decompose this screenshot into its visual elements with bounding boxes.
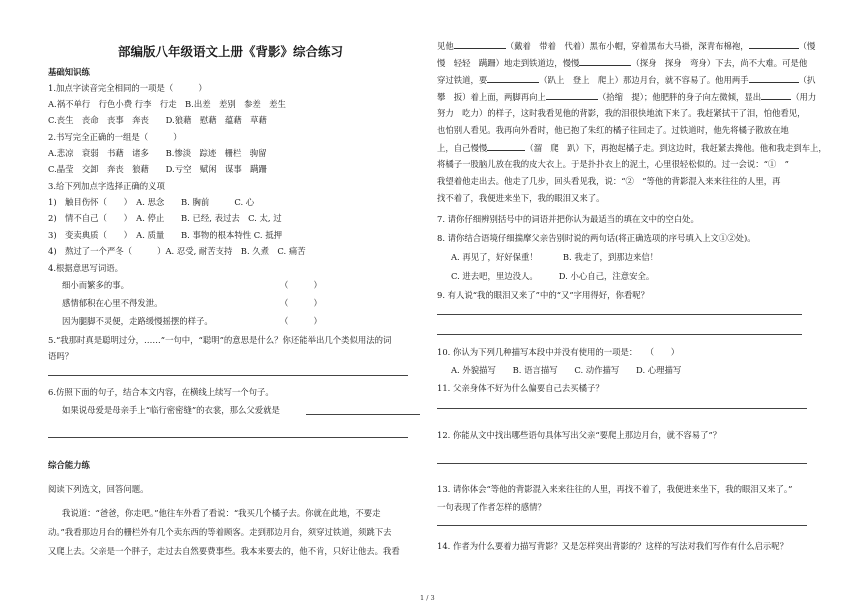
answer-line[interactable] — [437, 314, 802, 315]
section-comprehensive-ability: 综合能力练 — [48, 460, 90, 470]
fill-blank[interactable] — [749, 40, 799, 49]
question-8: 8. 请你结合语境仔细揣摩父亲告别时说的两句话(将正确选项的序号填入上文①②处)。 — [437, 233, 756, 243]
question-2-options-cd: C.晶莹 交卸 奔丧 狼藉 D.亏空 赋闲 谋事 蹒跚 — [48, 164, 267, 174]
question-14: 14. 作者为什么要着力描写背影？又是怎样突出背影的？这样的写法对我们写作有什么启示呢？ — [437, 541, 788, 551]
question-3-item-2: 2) 情不自己（ ） A. 停止 B. 已经, 表过去 C. 太, 过 — [48, 213, 282, 223]
answer-line[interactable] — [306, 414, 420, 415]
fill-blank[interactable] — [749, 74, 799, 83]
question-1-options-cd: C.丧生 丧命 丧事 奔丧 D.狼藉 慰藉 蕴藉 草藉 — [48, 115, 267, 125]
section-basic-knowledge: 基础知识练 — [48, 67, 90, 77]
page-title: 部编版八年级语文上册《背影》综合练习 — [118, 44, 344, 59]
page-number: 1 / 3 — [420, 594, 435, 602]
question-8-options-cd: C. 进去吧，里边没人。 D. 小心自己，注意安全。 — [451, 271, 655, 281]
question-5-cont: 语吗？ — [48, 351, 74, 361]
passage-line-1: 我说道：“爸爸，你走吧。”他往车外看了看说：“我买几个橘子去。你就在此地，不要走 — [62, 508, 381, 518]
reading-instruction: 阅读下列选文，回答问题。 — [48, 484, 149, 494]
question-4: 4.根据意思写词语。 — [48, 263, 123, 273]
question-4-item-3: 因为腿脚不灵便，走路缓慢摇摆的样子。 — [62, 316, 213, 326]
question-6: 6.仿照下面的句子，结合本文内容，在横线上续写一个句子。 — [48, 387, 274, 397]
passage-line-2: 动。”我看那边月台的栅栏外有几个卖东西的等着顾客。走到那边月台，须穿过铁道，须跳下去 — [48, 527, 392, 537]
question-5: 5.“我那时真是聪明过分，……”一句中，“聪明”的意思是什么？你还能举出几个类似用法的词 — [48, 335, 392, 345]
fill-blank[interactable] — [579, 57, 631, 66]
answer-line[interactable] — [48, 375, 408, 376]
answer-line[interactable] — [437, 334, 802, 335]
question-9: 9. 有人说“我的眼泪又来了”中的“又”字用得好，你看呢？ — [437, 290, 650, 300]
passage-line-10: 上，自己慢慢 （溜 爬 趴）下，再抱起橘子走。到这边时，我赶紧去搀他。他和我走到车上， — [437, 143, 827, 153]
passage-line-13: 找不着了，我便进来坐下，我的眼泪又来了。 — [437, 193, 605, 203]
answer-line[interactable] — [437, 408, 807, 409]
passage-line-7: 攀 扳）着上面，两脚再向上 （拾缩 提）；他肥胖的身子向左微倾，显出 （用力 — [437, 92, 817, 102]
question-12: 12. 你能从文中找出哪些语句具体写出父亲“要爬上那边月台，就不容易了”？ — [437, 430, 722, 440]
question-4-item-2: 感情郁积在心里不得发泄。 — [62, 298, 163, 308]
answer-paren: （ ） — [280, 316, 322, 326]
question-7: 7. 请你仔细辨别括号中的词语并把你认为最适当的填在文中的空白处。 — [437, 214, 699, 224]
question-3: 3.给下列加点字选择正确的义项 — [48, 181, 165, 191]
passage-line-9: 也怕别人看见。我再向外看时，他已抱了朱红的橘子往回走了。过铁道时，他先将橘子散放在地 — [437, 125, 789, 135]
passage-line-4: 见他 （戴着 带着 代着）黑布小帽，穿着黑布大马褂，深青布棉袍， （慢 — [437, 41, 816, 51]
fill-blank[interactable] — [761, 91, 791, 100]
question-4-item-1: 细小而繁多的事。 — [62, 280, 129, 290]
question-3-item-1: 1) 触目伤怀（ ） A. 思念 B. 胸前 C. 心 — [48, 197, 255, 207]
passage-line-8: 努力 吃力）的样子，这时我看见他的背影，我的泪很快地流下来了。我赶紧拭干了泪，怕他看见， — [437, 108, 806, 118]
passage-line-3: 又爬上去。父亲是一个胖子，走过去自然要费事些。我本来要去的，他不肯，只好让他去。我看 — [48, 546, 400, 556]
answer-paren: （ ） — [280, 280, 322, 290]
passage-line-12: 我望着他走出去。他走了几步，回头看见我，说：“② ”等他的背影混入来来往往的人里，再 — [437, 176, 781, 186]
question-13-cont: 一句表现了作者怎样的感情？ — [437, 502, 546, 512]
answer-line[interactable] — [48, 437, 408, 438]
passage-line-6: 穿过铁道，要 （趴上 登上 爬上）那边月台，就不容易了。他用两手 （扒 — [437, 75, 816, 85]
answer-paren: （ ） — [280, 298, 322, 308]
question-10: 10. 你认为下列几种描写本段中并没有使用的一项是： （ ） — [437, 347, 680, 357]
question-3-item-3: 3) 变卖典质（ ） A. 质量 B. 事物的根本特性 C. 抵押 — [48, 230, 282, 240]
question-3-item-4: 4) 熬过了一个严冬（ ）A. 忍受, 耐苦支持 B. 久煮 C. 痛苦 — [48, 246, 306, 256]
question-6-prompt: 如果说母爱是母亲手上“临行密密缝”的衣裳，那么父爱就是 — [62, 405, 280, 415]
answer-line[interactable] — [437, 525, 807, 526]
question-8-options-ab: A. 再见了，好好保重！ B. 我走了，到那边来信！ — [451, 252, 659, 262]
question-13: 13. 请你体会“等他的背影混入来来往往的人里，再找不着了，我便进来坐下，我的眼泪又来了。” — [437, 484, 793, 494]
fill-blank[interactable] — [454, 40, 506, 49]
question-2: 2.书写完全正确的一组是（ ） — [48, 132, 182, 142]
fill-blank[interactable] — [487, 142, 525, 151]
passage-line-5: 慢 轻轻 蹒跚）地走到铁道边，慢慢 （探身 探身 弯身）下去，尚不大难。可是他 — [437, 58, 808, 68]
question-11: 11. 父亲身体不好为什么偏要自己去买橘子？ — [437, 383, 604, 393]
fill-blank[interactable] — [487, 74, 539, 83]
answer-line[interactable] — [437, 463, 807, 464]
fill-blank[interactable] — [546, 91, 598, 100]
passage-line-11: 将橘子一股脑儿放在我的皮大衣上。于是扑扑衣上的泥土，心里很轻松似的。过一会说：“① ” — [437, 159, 789, 169]
question-10-options: A. 外貌描写 B. 语言描写 C. 动作描写 D. 心理描写 — [451, 365, 682, 375]
question-1: 1.加点字读音完全相同的一项是（ ） — [48, 83, 207, 93]
question-1-options-ab: A.祸不单行 行色小费 行李 行走 B.出差 差别 参差 差生 — [48, 99, 286, 109]
question-2-options-ab: A.悲凉 衰弱 书藉 诸多 B.惨淡 踪迹 栅栏 驹留 — [48, 148, 267, 158]
